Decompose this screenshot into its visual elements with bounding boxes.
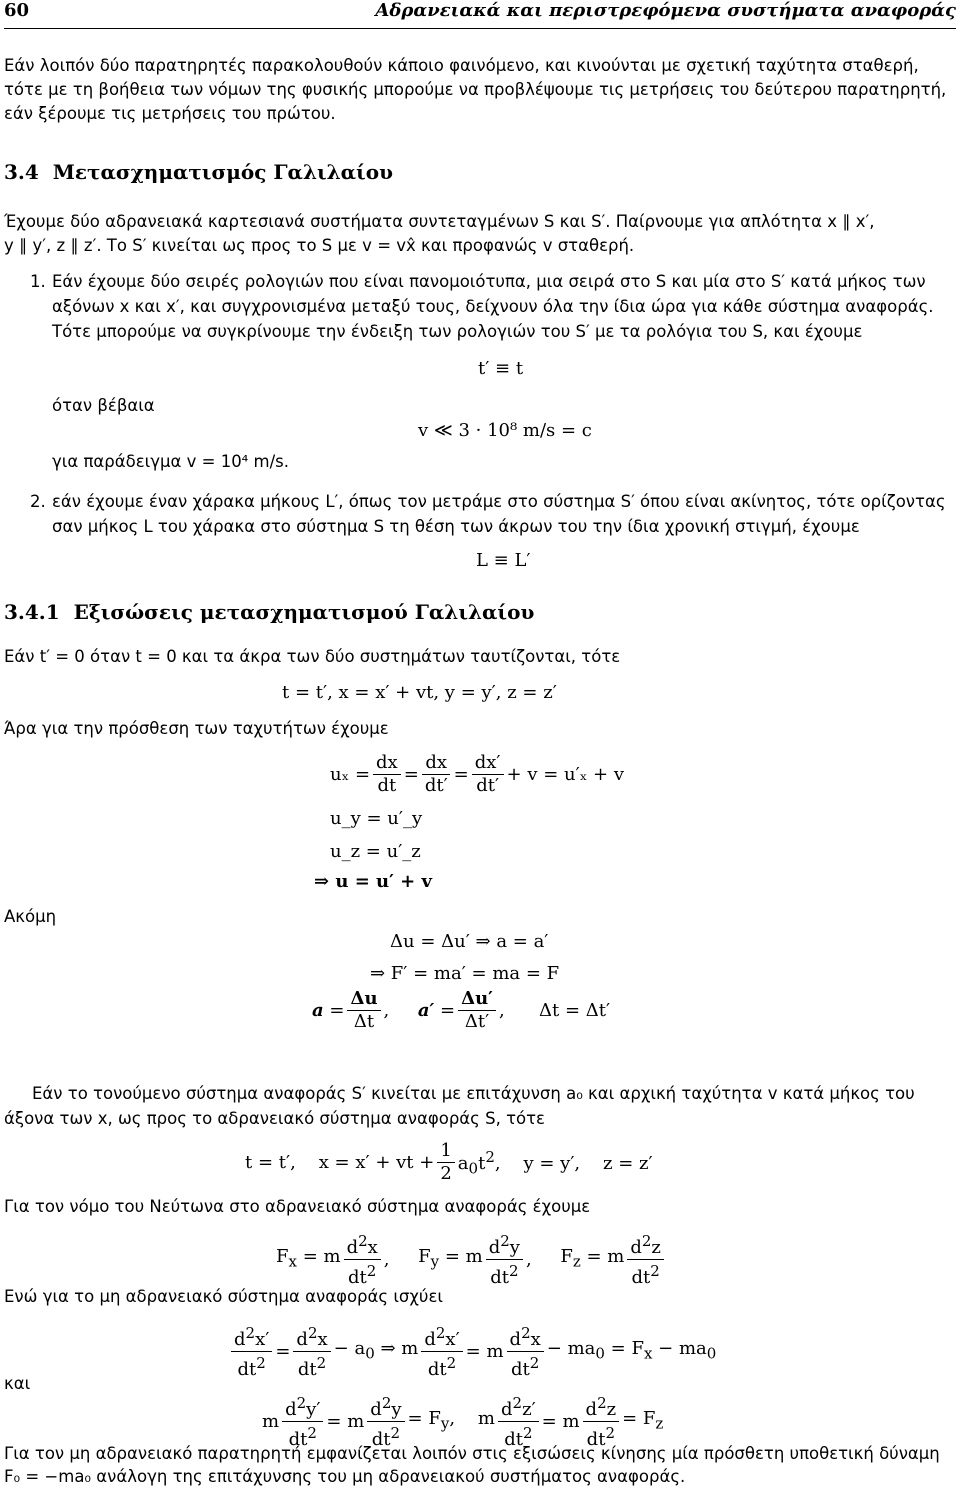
frac-dxp-dtp: $\frac{dx'}{dt'}$ bbox=[472, 752, 504, 797]
example-text: για παράδειγμα v = 10⁴ m/s. bbox=[52, 452, 290, 471]
noninertial-line-1: Εάν το τονούμενο σύστημα αναφοράς S′ κινείται με επιτάχυνση a₀ και αρχική ταχύτητα v κατά μήκος του bbox=[32, 1084, 915, 1103]
and-label: και bbox=[4, 1374, 31, 1393]
velocity-intro: Άρα για την πρόσθεση των ταχυτήτων έχουμε bbox=[4, 719, 389, 738]
eq-length-identity: L ≡ L′ bbox=[476, 550, 531, 571]
conclusion-line-2: F₀ = −ma₀ ανάλογη της επιτάχυνσης του μη αδρανειακού συστήματος αναφοράς. bbox=[4, 1467, 686, 1486]
eq-uy: u_y = u′_y bbox=[330, 808, 423, 829]
noninertial-intro: Ενώ για το μη αδρανειακό σύστημα αναφοράς ισχύει bbox=[4, 1287, 443, 1306]
eq-accelerated-transform: t = t′, x = x′ + vt + $\frac{1}{2}$ $a_0t^2$, y = y′, z = z′ bbox=[245, 1140, 653, 1184]
eq-ux-tail: + v = u′ₓ + v bbox=[506, 763, 625, 785]
frac-du-dt: $\frac{\Delta u}{\Delta t}$ bbox=[347, 988, 380, 1033]
setup-line-2: y ∥ y′, z ∥ z′. Το S′ κινείται ως προς το S με v = vx̂ και προφανώς v σταθερή. bbox=[4, 236, 635, 255]
eq-ux: uₓ = $\frac{dx}{dt}$ = $\frac{dx}{dt'}$ = $\frac{dx'}{dt'}$ + v = u′ₓ + v bbox=[330, 752, 625, 796]
section-heading bbox=[4, 160, 393, 184]
frac-half: $\frac{1}{2}$ bbox=[437, 1140, 454, 1185]
eq-ux-left: uₓ = bbox=[330, 763, 371, 785]
item1-label: 1. bbox=[30, 272, 46, 291]
item2-line-2: σαν μήκος L του χάρακα στο σύστημα S τη θέση των άκρων του την ίδια χρονική στιγμή, έχουμε bbox=[52, 517, 860, 536]
item1-line-1: Εάν έχουμε δύο σειρές ρολογιών που είναι πανομοιότυπα, μια σειρά στο S και μία στο S′ κατά μήκος των bbox=[52, 272, 926, 291]
item2-label: 2. bbox=[30, 492, 46, 511]
setup-line-1: Έχουμε δύο αδρανειακά καρτεσιανά συστήματα συντεταγμένων S και S′. Παίρνουμε για απλότητα x ∥ x′, bbox=[4, 212, 875, 231]
page-number: 60 bbox=[4, 0, 30, 21]
item2-line-1: εάν έχουμε έναν χάρακα μήκους L′, όπως τον μετράμε στο σύστημα S′ όπου είναι ακίνητος, τότε ορίζοντας bbox=[52, 492, 946, 511]
eq-time-identity: t′ ≡ t bbox=[478, 358, 524, 379]
running-title: Αδρανειακά και περιστρεφόμενα συστήματα αναφοράς bbox=[375, 0, 956, 21]
conclusion-line-1: Για τον μη αδρανειακό παρατηρητή εμφανίζεται λοιπόν στις εξισώσεις κίνησης μία πρόσθετη υποθετική δύναμη bbox=[4, 1444, 940, 1463]
intro-line-1: Εάν λοιπόν δύο παρατηρητές παρακολουθούν κάποιο φαινόμενο, και κινούνται με σχετική ταχύτητα σταθερή, bbox=[4, 56, 919, 75]
frac-dx-dt: $\frac{dx}{dt}$ bbox=[373, 752, 401, 797]
galilean-condition: Εάν t′ = 0 όταν t = 0 και τα άκρα των δύο συστημάτων ταυτίζονται, τότε bbox=[4, 647, 621, 666]
eq-uz: u_z = u′_z bbox=[330, 841, 421, 862]
eq-accel-defs: a = $\frac{\Delta u}{\Delta t}$ , a′ = $\frac{\Delta u'}{\Delta t'}$ , Δt = Δt′ bbox=[312, 988, 611, 1032]
when-label: όταν βέβαια bbox=[52, 396, 155, 415]
eq-newton-inertial: $F_x = m$ $\frac{d^2x}{dt^2}$ , $F_y = m$ $\frac{d^2y}{dt^2}$ , $F_z = m$ $\frac{d^2z}{dt^2}$ bbox=[276, 1230, 667, 1289]
also-label: Ακόμη bbox=[4, 907, 57, 926]
subsection-title: Εξισώσεις μετασχηματισμού Γαλιλαίου bbox=[73, 600, 535, 624]
subsection-heading bbox=[4, 600, 534, 624]
item1-line-2: αξόνων x και x′, και συγχρονισμένα μεταξύ τους, δείχνουν όλα την ίδια ώρα για κάθε σύστημα αναφοράς. bbox=[52, 297, 934, 316]
noninertial-line-2: άξονα των x, ως προς το αδρανειακό σύστημα αναφοράς S, τότε bbox=[4, 1109, 545, 1128]
eq-accel: Δu = Δu′ ⇒ a = a′ bbox=[390, 931, 549, 952]
eq-galilean-transform: t = t′, x = x′ + vt, y = y′, z = z′ bbox=[282, 682, 557, 703]
frac-dup-dtp: $\frac{\Delta u'}{\Delta t'}$ bbox=[458, 988, 496, 1033]
intro-line-3: εάν ξέρουμε τις μετρήσεις του πρώτου. bbox=[4, 104, 336, 123]
item1-line-3: Τότε μπορούμε να συγκρίνουμε την ένδειξη των ρολογιών του S′ με τα ρολόγια του S, και έχουμε bbox=[52, 322, 863, 341]
eq-newton-noninertial-yz: m $\frac{d^2y'}{dt^2}$ = m $\frac{d^2y}{dt^2}$ = $F_y$, m $\frac{d^2z'}{dt^2}$ = m $\frac{d^2z}{dt^2}$ = $F_z$ bbox=[262, 1394, 664, 1450]
subsection-number: 3.4.1 bbox=[4, 600, 60, 624]
section-number: 3.4 bbox=[4, 160, 39, 184]
eq-speed-condition: v ≪ 3 · 10⁸ m/s = c bbox=[418, 420, 592, 441]
eq-dt: Δt = Δt′ bbox=[539, 999, 611, 1021]
newton-intro: Για τον νόμο του Νεύτωνα στο αδρανειακό σύστημα αναφοράς έχουμε bbox=[4, 1197, 591, 1216]
header-rule bbox=[4, 28, 956, 29]
eq-force: ⇒ F′ = ma′ = ma = F bbox=[370, 963, 560, 984]
eq-newton-noninertial-x: $\frac{d^2x'}{dt^2}$ = $\frac{d^2x}{dt^2}$ − $a_0$ ⇒ m $\frac{d^2x'}{dt^2}$ = m $\frac{d^2x}{dt^2}$ − $ma_0 = F_x - ma_0$ bbox=[228, 1322, 716, 1381]
intro-line-2: τότε με τη βοήθεια των νόμων της φυσικής μπορούμε να προβλέψουμε τις μετρήσεις του δεύτερου παρατηρητή, bbox=[4, 80, 947, 99]
frac-dx-dtp: $\frac{dx}{dt'}$ bbox=[422, 752, 451, 797]
section-title: Μετασχηματισμός Γαλιλαίου bbox=[52, 160, 393, 184]
eq-u-vector: ⇒ u = u′ + v bbox=[314, 871, 432, 892]
